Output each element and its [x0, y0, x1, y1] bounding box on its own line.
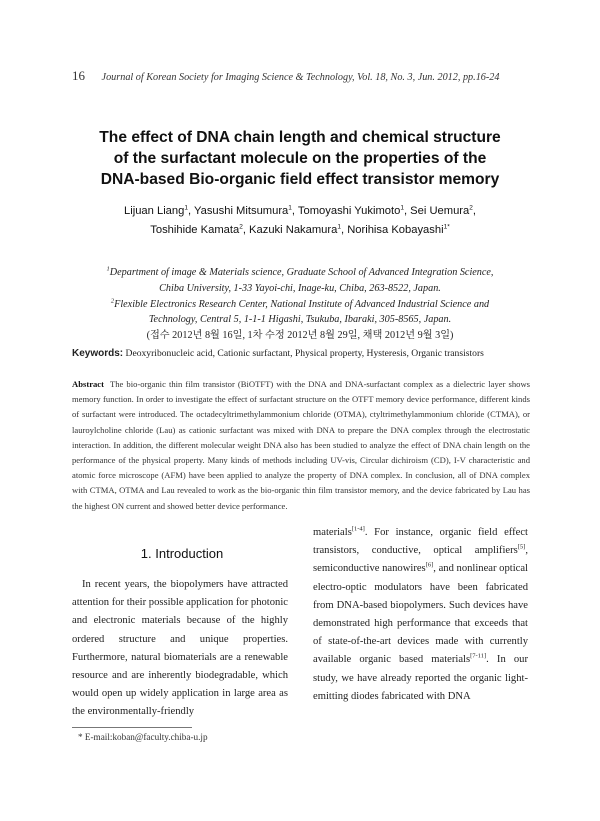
- affiliation-line: Department of image & Materials science, Graduate School of Advanced Integration Science,: [109, 267, 494, 278]
- citation: [6]: [425, 561, 434, 569]
- affiliation-line: Flexible Electronics Research Center, National Institute of Advanced Industrial Science and: [114, 298, 490, 310]
- author-affil-sup: 2: [239, 222, 243, 230]
- body-column-right: [313, 524, 528, 706]
- running-header: [72, 68, 532, 84]
- body-text: , semiconductive nanowires: [313, 545, 528, 575]
- affiliations: [70, 265, 530, 344]
- title-line: DNA-based Bio-organic field effect transistor memory: [100, 171, 500, 188]
- title-line: The effect of DNA chain length and chemical structure: [99, 129, 501, 146]
- paper-title: [60, 127, 540, 190]
- page-number: 16: [72, 68, 85, 83]
- affiliation-line: Chiba University, 1-33 Yayoi-chi, Inage-ku, Chiba, 263-8522, Japan.: [159, 282, 441, 294]
- citation: [5]: [517, 543, 526, 551]
- received-dates: (접수 2012년 8월 16일, 1차 수정 2012년 8월 29일, 채택 2012년 9월 3일): [146, 330, 454, 342]
- affil-sup: 2: [110, 297, 115, 305]
- author-affil-sup: 1: [337, 222, 341, 230]
- keywords-text: Deoxyribonucleic acid, Cationic surfactant, Physical property, Hysteresis, Organic transistors: [125, 348, 484, 359]
- body-text: . In our study, we have already reported the organic light-emitting diodes fabricated with DNA: [313, 654, 528, 702]
- citation: [1-4]: [351, 525, 365, 533]
- footnote: * E-mail:koban@faculty.chiba-u.jp: [78, 732, 208, 742]
- body-column-left: [72, 576, 288, 722]
- affil-sup: 1: [106, 265, 110, 273]
- body-text: , and nonlinear optical electro-optic modulators have been fabricated from DNA-based biopolymers. Such devices have demonstrated high performance that exceeds that of state-of-the-art devices made with currently available organic based materials: [313, 563, 529, 666]
- author-affil-sup: 1: [184, 204, 188, 212]
- author-affil-sup: 1*: [443, 222, 450, 230]
- author-affil-sup: 2: [469, 204, 473, 212]
- author-name: Lijuan Liang: [124, 205, 185, 217]
- body-text: materials: [313, 527, 352, 538]
- abstract: [72, 377, 530, 514]
- abstract-text: The bio-organic thin film transistor (BiOTFT) with the DNA and DNA-surfactant complex as a dielectric layer shows memory function. In order to investigate the effect of surfactant structure on the OTFT memory device performance, different kinds of surfactant were introduced. The octadecyltrimethylammonium chloride (OTMA), ctyltrimethylammonium chloride (CTMA), or lauroylcholine chloride (Lau) as cationic surfactant was mixed with DNA to prepare the DNA complex through the electrostatic interaction. In addition, the different molecular weight DNA also has been studied to analyze the effect of DNA chain length on the performance of the physical property. Many kinds of methods including UV-vis, Circular dichiroism (CD), I-V characteristic and atomic force microscope (AFM) have been applied to analyze the property of DNA complex. In conclusion, all of DNA complex with CTMA, OTMA and Lau revealed to work as the bio-organic thin film transistor memory, and the device fabricated by Lau has the highest ON current and showed better device performance.: [72, 379, 530, 511]
- author-name: Kazuki Nakamura: [249, 223, 338, 236]
- author-affil-sup: 1: [288, 204, 292, 212]
- title-line: of the surfactant molecule on the properties of the: [113, 150, 487, 167]
- author-name: Sei Uemura: [410, 205, 470, 217]
- author-affil-sup: 1: [400, 204, 404, 212]
- author-name: Yasushi Mitsumura: [193, 205, 289, 217]
- author-name: Tomoyashi Yukimoto: [297, 205, 401, 217]
- journal-citation: Journal of Korean Society for Imaging Science & Technology, Vol. 18, No. 3, Jun. 2012, pp.16-24: [101, 72, 500, 83]
- author-list: Lijuan Liang$^1$, Yasushi Mitsumura$^1$, Tomoyashi Yukimoto$^1$, Sei Uemura$^2$, Toshihide Kamata$^2$, Kazuki Nakamura$^1$, Norihisa Kobayashi$^{1*}$: [124, 204, 476, 236]
- affiliation-line: Technology, Central 5, 1-1-1 Higashi, Tsukuba, Ibaraki, 305-8565, Japan.: [148, 314, 452, 326]
- footnote-rule: [72, 727, 192, 728]
- body-text: . For instance, organic field effect transistors, conductive, optical amplifiers: [313, 527, 528, 557]
- citation: [7-11]: [470, 652, 487, 660]
- author-name: Norihisa Kobayashi: [347, 223, 444, 236]
- keywords-label: Keywords:: [72, 348, 124, 359]
- keywords: [72, 348, 542, 359]
- author-name: Toshihide Kamata: [150, 223, 240, 236]
- body-text: In recent years, the biopolymers have attracted attention for their possible application for photonic and electronic materials because of the highly ordered structure and unique properties. Furthermore, natural biomaterials are a renewable resource and are inherently biodegradable, which would open up widely application in large area as the environmentally-friendly: [72, 579, 288, 718]
- section-heading: 1. Introduction: [140, 546, 224, 561]
- abstract-label: Abstract: [72, 379, 104, 389]
